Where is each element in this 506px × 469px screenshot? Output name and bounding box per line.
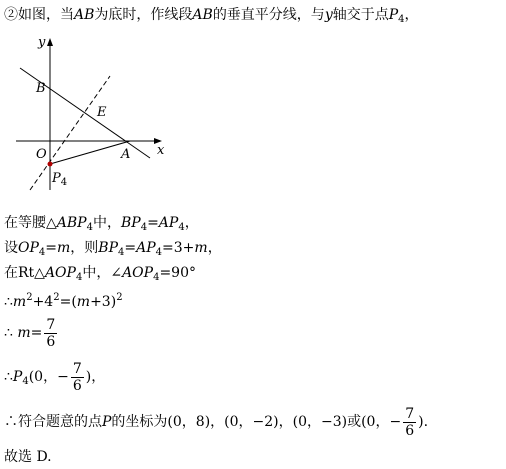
therefore-symbol: ∴ (4, 369, 13, 385)
text: ，则 (70, 240, 99, 256)
variable-m: m (76, 294, 91, 310)
subscript: 4 (118, 247, 125, 258)
fraction (403, 406, 416, 439)
axis-name: y (324, 7, 333, 23)
segment: =AP (147, 215, 179, 231)
segment: OP (18, 240, 39, 256)
exponent: 2 (53, 292, 60, 303)
intro-text: ②如图，当 (4, 7, 74, 23)
numerator: 7 (46, 316, 56, 333)
point-p: P (388, 7, 399, 23)
solution-line-2 (4, 239, 222, 262)
point-p: P (12, 369, 23, 385)
segment: =AP (124, 240, 156, 256)
fraction (44, 317, 57, 350)
text: 中， (92, 215, 121, 231)
numerator: 7 (72, 360, 82, 377)
label-b: B (36, 81, 46, 96)
answer-line (4, 448, 52, 466)
label-o: O (36, 147, 47, 162)
variable-m: m (12, 294, 27, 310)
subscript: 4 (155, 247, 163, 258)
therefore-symbol: ∴ (4, 294, 13, 310)
text: ， (184, 215, 199, 231)
text: ). (418, 414, 429, 430)
text: =3+ (162, 240, 195, 256)
subscript: 4 (178, 222, 185, 233)
text: +3) (90, 294, 117, 310)
intro-text-2: 为底时，作线段 (94, 7, 193, 23)
therefore-symbol: ∴ (4, 325, 13, 341)
text: 的坐标为(0，8)，(0，−2)，(0，−3)或(0，− (111, 414, 402, 430)
fraction (71, 361, 84, 394)
label-x: x (157, 143, 165, 158)
text: 中，∠ (82, 265, 123, 281)
denominator: 6 (405, 422, 415, 439)
exponent: 2 (26, 292, 33, 303)
numerator: 7 (405, 405, 415, 422)
point-subscript: 4 (398, 14, 405, 25)
text: =90° (159, 265, 196, 281)
subscript: 4 (22, 376, 29, 387)
variable-m: m (17, 325, 31, 341)
angle-name: AOP (122, 265, 154, 281)
segment-ab-2: AB (192, 7, 213, 23)
triangle-name: ABP (56, 215, 87, 231)
point-p4-dot (48, 162, 53, 167)
denominator: 6 (72, 377, 82, 394)
text: ， (207, 240, 222, 256)
text: = (30, 325, 43, 341)
label-e: E (97, 105, 107, 120)
solution-line-7 (4, 405, 428, 439)
intro-text-3: 的垂直平分线，与 (212, 7, 325, 23)
exponent: 2 (116, 292, 123, 303)
text: 在Rt△ (4, 265, 45, 281)
text: 在等腰△ (4, 215, 57, 231)
answer-text: 故选 D. (4, 449, 52, 465)
subscript: 4 (140, 222, 148, 233)
intro-text-4: 轴交于点 (332, 7, 389, 23)
label-y: y (38, 35, 46, 50)
text: +4 (32, 294, 54, 310)
label-p4: $P_4$ (52, 171, 68, 188)
triangle-name: AOP (44, 265, 76, 281)
segment: BP (98, 240, 119, 256)
solution-line-4 (4, 289, 123, 311)
subscript: 4 (38, 247, 46, 258)
line-p4-a (50, 141, 130, 164)
intro-end: ， (404, 7, 419, 23)
point-p: P (102, 414, 112, 430)
variable-m: m (194, 240, 208, 256)
subscript: 4 (153, 272, 160, 283)
solution-line-6 (4, 360, 105, 399)
segment: BP (120, 215, 141, 231)
label-a: A (121, 147, 131, 162)
solution-line-1 (4, 214, 199, 237)
subscript: 4 (86, 222, 93, 233)
solution-line-3 (4, 264, 196, 287)
subscript: 4 (75, 272, 83, 283)
y-axis-arrow (47, 38, 53, 46)
denominator: 6 (46, 333, 56, 350)
text: =( (59, 294, 77, 310)
text: 设 (4, 240, 18, 256)
text: ∴符合题意的点 (4, 414, 102, 430)
text: (0，− (28, 369, 69, 385)
segment-ab: AB (74, 7, 95, 23)
equation: =m (45, 240, 71, 256)
solution-line-5 (4, 316, 59, 350)
text: )， (85, 369, 106, 385)
